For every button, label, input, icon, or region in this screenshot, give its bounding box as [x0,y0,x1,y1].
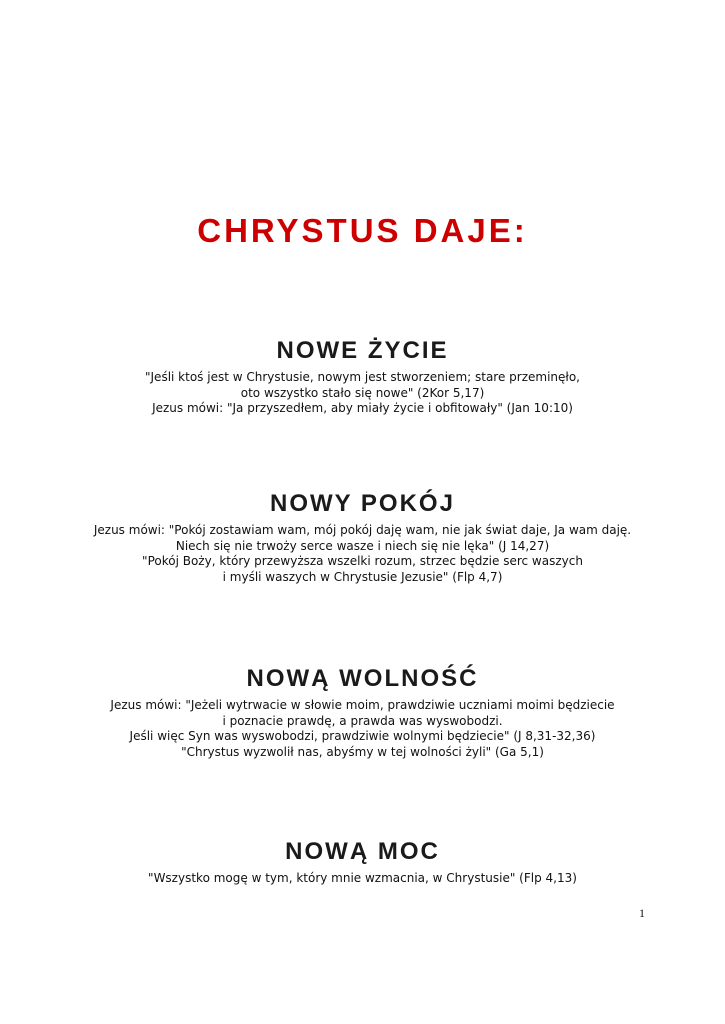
section-heading: NOWY POKÓJ [270,490,455,517]
text-line: "Jeśli ktoś jest w Chrystusie, nowym jest stworzeniem; stare przeminęło, [145,370,580,384]
text-line: i poznacie prawdę, a prawda was wyswobodzi. [222,713,503,728]
section-heading: NOWĄ WOLNOŚĆ [246,665,479,692]
section-body [0,523,725,585]
section-nowa-wolnosc [0,664,725,760]
section-body [0,370,725,417]
text-line: Jeśli więc Syn was wyswobodzi, prawdziwie wolnymi będziecie" (J 8,31-32,36) [129,729,596,743]
text-line: Jezus mówi: "Jeżeli wytrwacie w słowie moim, prawdziwie uczniami moimi będziecie [110,698,615,712]
page-number: 1 [639,906,645,920]
section-body [0,698,725,760]
section-heading: NOWE ŻYCIE [276,337,449,364]
section-nowy-pokoj [0,489,725,585]
text-line: i myśli waszych w Chrystusie Jezusie" (Flp 4,7) [222,569,503,584]
text-line: Jezus mówi: "Pokój zostawiam wam, mój pokój daję wam, nie jak świat daje, Ja wam daję. [93,523,632,537]
page-title: CHRYSTUS DAJE: [197,212,528,249]
text-line: "Chrystus wyzwolił nas, abyśmy w tej wolności żyli" (Ga 5,1) [181,744,544,759]
text-line: Niech się nie trwoży serce wasze i niech się nie lęka" (J 14,27) [175,538,550,553]
text-line: "Pokój Boży, który przewyższa wszelki rozum, strzec będzie serc waszych [142,554,583,568]
section-nowa-moc [0,837,725,887]
section-heading: NOWĄ MOC [285,838,440,865]
section-body [0,871,725,887]
text-line: oto wszystko stało się nowe" (2Kor 5,17) [240,385,485,400]
section-nowe-zycie [0,336,725,417]
text-line: Jezus mówi: "Ja przyszedłem, aby miały życie i obfitowały" (Jan 10:10) [152,401,573,415]
text-line: "Wszystko mogę w tym, który mnie wzmacnia, w Chrystusie" (Flp 4,13) [148,871,577,885]
